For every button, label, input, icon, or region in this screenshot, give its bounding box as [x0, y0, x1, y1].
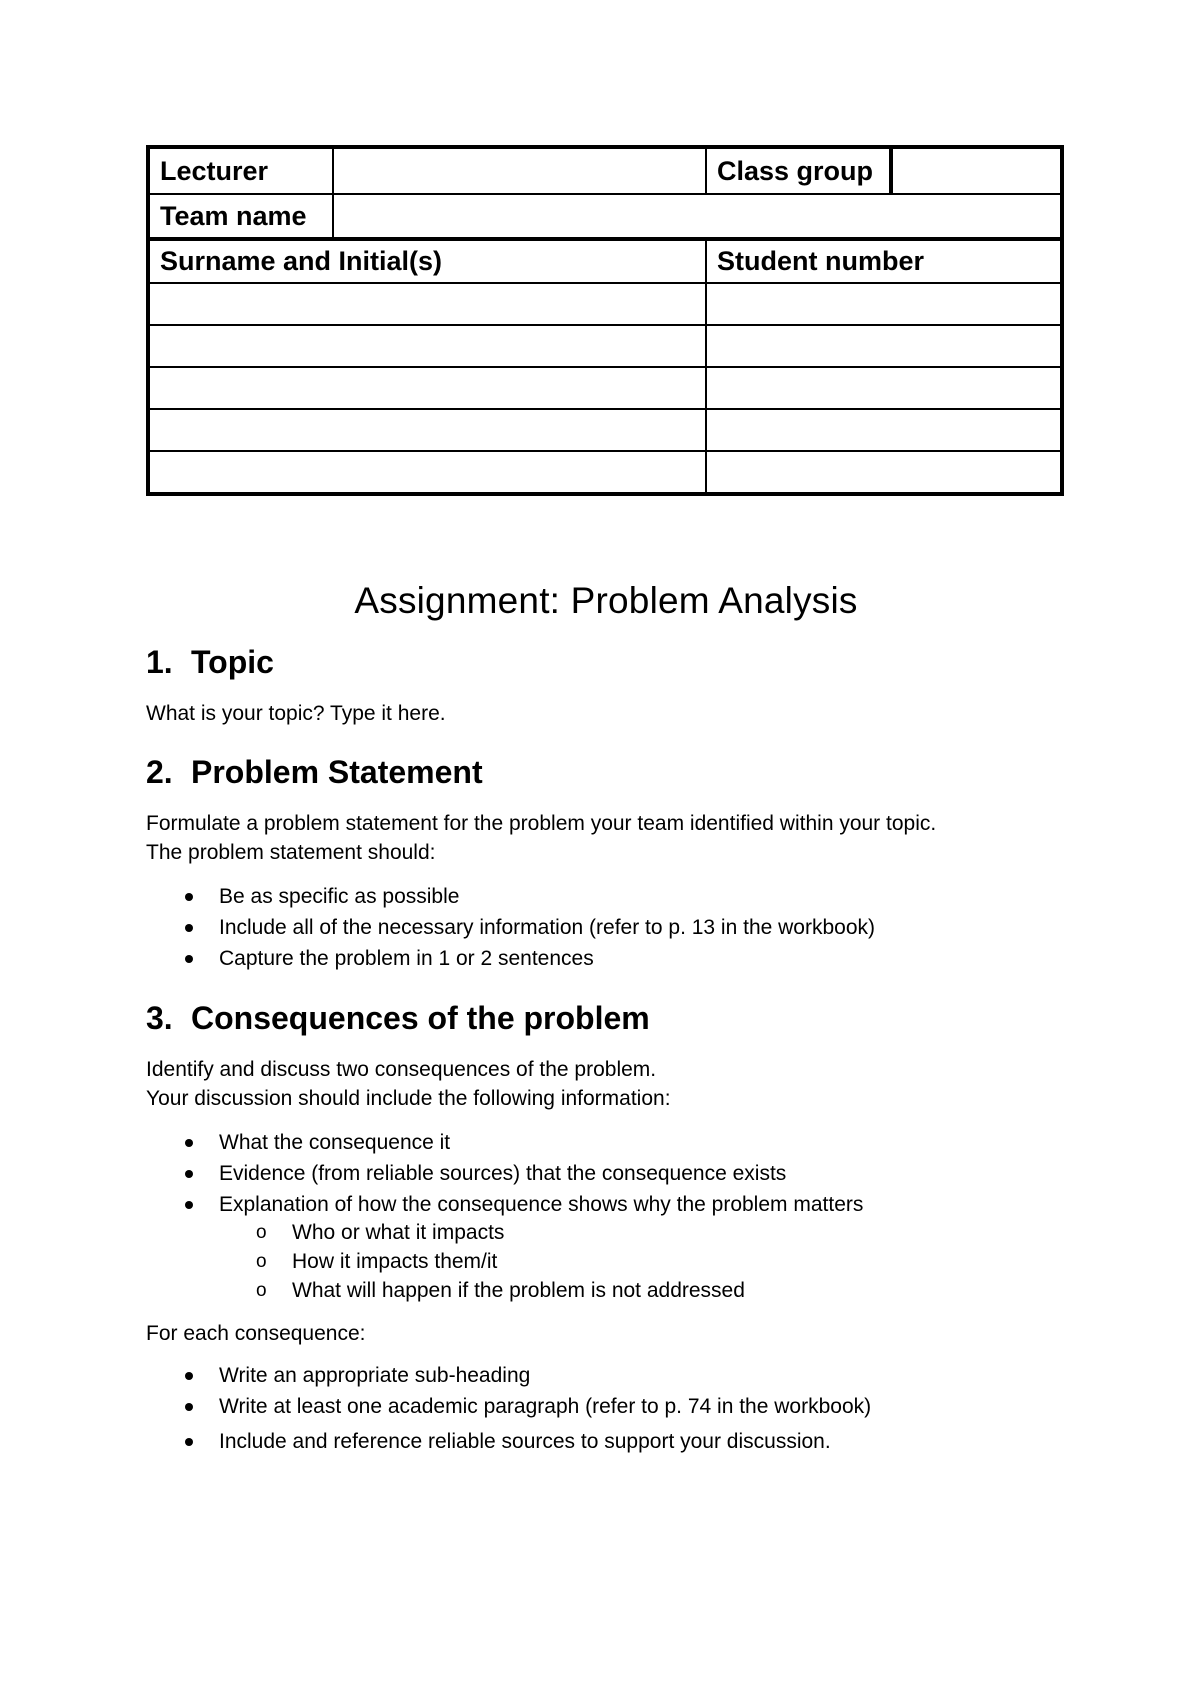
bullet-icon	[185, 955, 193, 963]
surname-field[interactable]	[148, 409, 706, 451]
hollow-bullet-icon: o	[256, 1280, 267, 1301]
paragraph-line: The problem statement should:	[146, 841, 436, 864]
list-item	[146, 881, 1066, 912]
list-item-text: Evidence (from reliable sources) that the consequence exists	[219, 1162, 787, 1185]
list-item-text: Explanation of how the consequence shows why the problem matters	[219, 1193, 864, 1216]
surname-field[interactable]	[148, 283, 706, 325]
section-heading-consequences	[146, 1000, 1066, 1037]
bullet-icon	[185, 1201, 193, 1209]
lecturer-label: Lecturer	[148, 147, 333, 194]
section-title: Topic	[191, 644, 274, 680]
team-name-label: Team name	[148, 194, 333, 239]
class-group-label: Class group	[706, 147, 891, 194]
consequences-paragraph	[146, 1055, 1066, 1113]
section-number: 2.	[146, 754, 173, 790]
team-name-row	[148, 194, 1062, 239]
list-item-text: Be as specific as possible	[219, 885, 460, 908]
document-content	[146, 580, 1066, 1483]
paragraph-line: Identify and discuss two consequences of the problem.	[146, 1058, 657, 1081]
list-item	[146, 1158, 1066, 1189]
sub-list-item	[146, 1276, 1066, 1305]
list-item-text: Include all of the necessary information (refer to p. 13 in the workbook)	[219, 916, 876, 939]
list-item	[146, 1127, 1066, 1158]
surname-field[interactable]	[148, 367, 706, 409]
section-number: 1.	[146, 644, 173, 680]
topic-paragraph[interactable]: What is your topic? Type it here.	[146, 702, 446, 725]
sub-list-item	[146, 1247, 1066, 1276]
list-item-text: Capture the problem in 1 or 2 sentences	[219, 947, 594, 970]
member-row	[148, 367, 1062, 409]
document-title: Assignment: Problem Analysis	[354, 580, 858, 621]
bullet-icon	[185, 1170, 193, 1178]
member-row	[148, 451, 1062, 494]
hollow-bullet-icon: o	[256, 1222, 267, 1243]
hollow-bullet-icon: o	[256, 1251, 267, 1272]
member-row	[148, 283, 1062, 325]
list-item-text: What will happen if the problem is not addressed	[292, 1279, 745, 1302]
section-number: 3.	[146, 1000, 173, 1036]
list-item-text: Include and reference reliable sources to support your discussion.	[219, 1430, 831, 1453]
members-header-row	[148, 239, 1062, 283]
list-item	[146, 1189, 1066, 1220]
lecturer-row	[148, 147, 1062, 194]
list-item	[146, 1426, 1066, 1457]
sub-list-item	[146, 1218, 1066, 1247]
for-each-label: For each consequence:	[146, 1322, 366, 1345]
member-row	[148, 409, 1062, 451]
section-heading-problem-statement	[146, 754, 1066, 791]
list-item-text: Who or what it impacts	[292, 1221, 505, 1244]
surname-header: Surname and Initial(s)	[148, 239, 706, 283]
student-number-field[interactable]	[706, 409, 1062, 451]
bullet-icon	[185, 1438, 193, 1446]
list-item	[146, 1391, 1066, 1422]
bullet-icon	[185, 1139, 193, 1147]
student-number-header: Student number	[706, 239, 1062, 283]
student-number-field[interactable]	[706, 325, 1062, 367]
lecturer-field[interactable]	[333, 147, 706, 194]
section-title: Consequences of the problem	[191, 1000, 650, 1036]
bullet-icon	[185, 1372, 193, 1380]
bullet-icon	[185, 893, 193, 901]
surname-field[interactable]	[148, 451, 706, 494]
list-item	[146, 912, 1066, 943]
problem-statement-paragraph	[146, 809, 1066, 867]
consequences-list	[146, 1127, 1066, 1220]
list-item	[146, 943, 1066, 974]
bullet-icon	[185, 1403, 193, 1411]
surname-field[interactable]	[148, 325, 706, 367]
section-heading-topic	[146, 644, 1066, 681]
paragraph-line: Formulate a problem statement for the problem your team identified within your topic.	[146, 812, 937, 835]
bullet-icon	[185, 924, 193, 932]
list-item	[146, 1360, 1066, 1391]
list-item-text: How it impacts them/it	[292, 1250, 498, 1273]
student-number-field[interactable]	[706, 451, 1062, 494]
for-each-list	[146, 1360, 1066, 1457]
section-title: Problem Statement	[191, 754, 483, 790]
consequences-sub-list	[146, 1218, 1066, 1305]
student-details-table	[146, 145, 1064, 496]
list-item-text: Write at least one academic paragraph (refer to p. 74 in the workbook)	[219, 1395, 872, 1418]
student-number-field[interactable]	[706, 283, 1062, 325]
student-number-field[interactable]	[706, 367, 1062, 409]
problem-statement-list	[146, 881, 1066, 974]
class-group-field[interactable]	[891, 147, 1062, 194]
member-row	[148, 325, 1062, 367]
list-item-text: What the consequence it	[219, 1131, 451, 1154]
paragraph-line: Your discussion should include the following information:	[146, 1087, 671, 1110]
list-item-text: Write an appropriate sub-heading	[219, 1364, 531, 1387]
team-name-field[interactable]	[333, 194, 1062, 239]
